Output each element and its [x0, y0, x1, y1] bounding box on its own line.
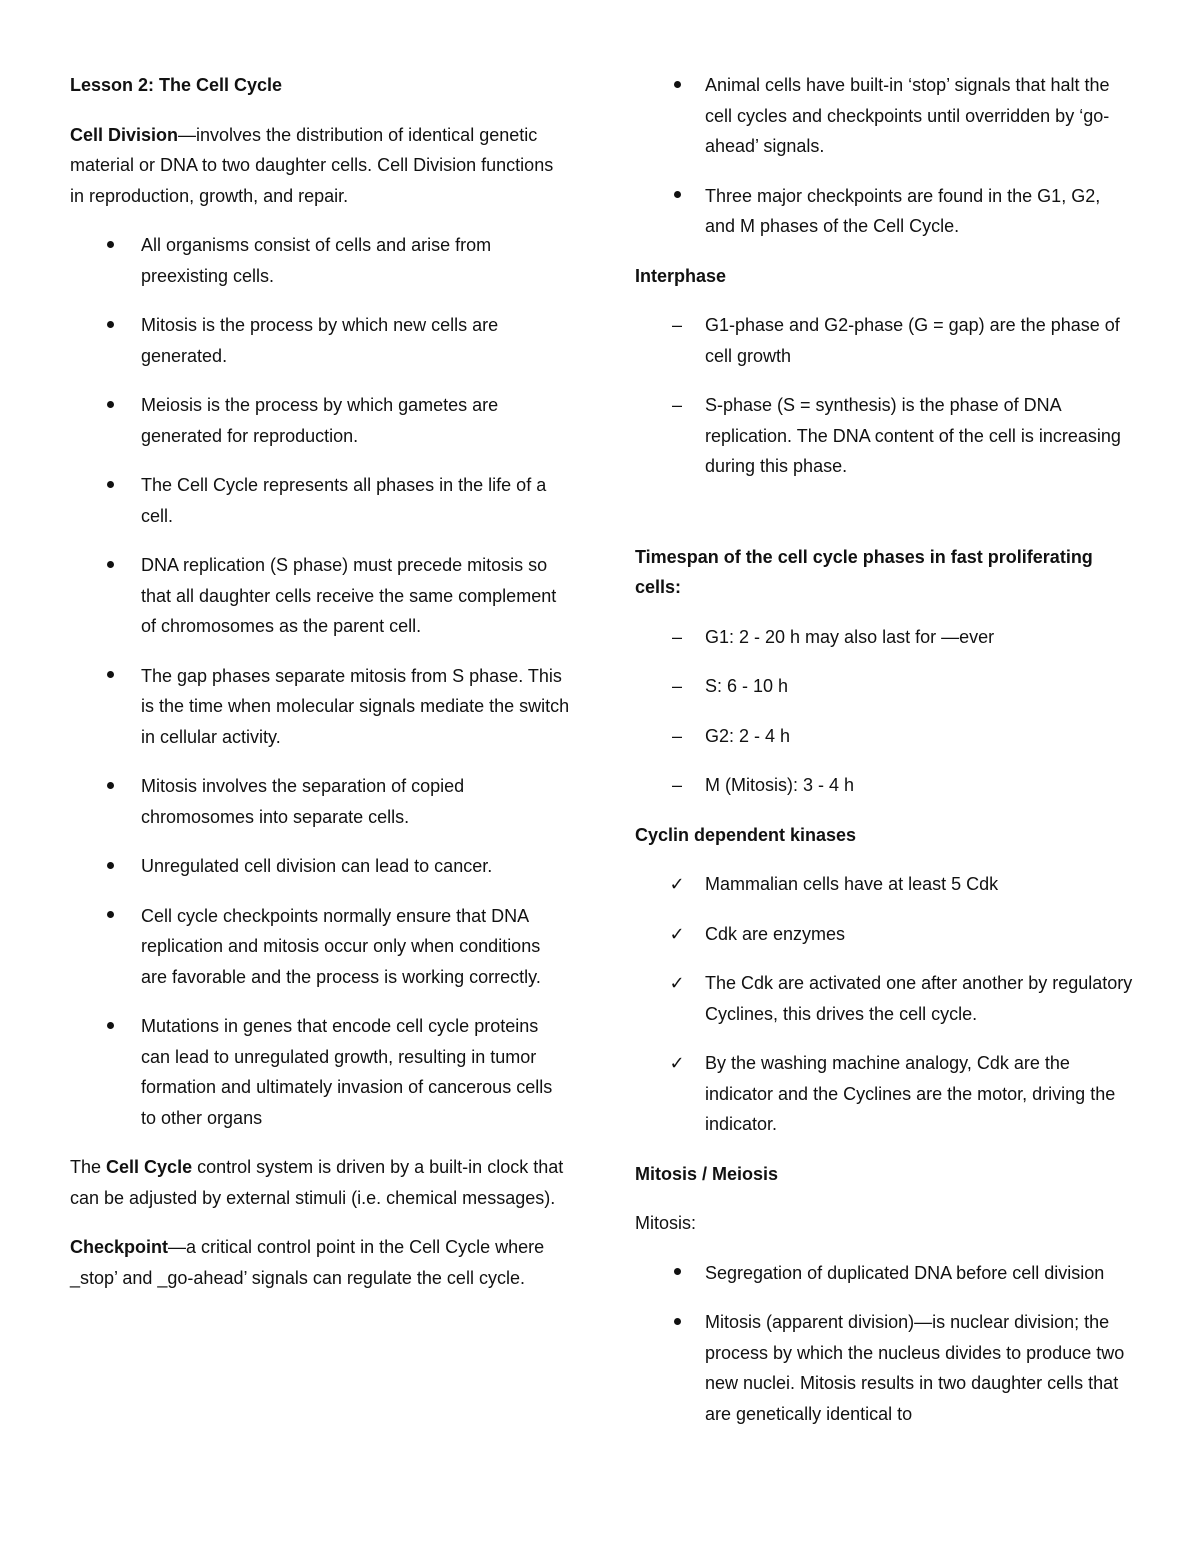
bullet-icon [667, 70, 687, 101]
list-item [635, 622, 1135, 653]
right-column [635, 70, 1135, 1448]
list-item-text: G1-phase and G2-phase (G = gap) are the phase of cell growth [705, 315, 1120, 366]
bullet-icon [100, 1011, 120, 1042]
dash-icon [667, 390, 687, 421]
checkmark-icon [667, 869, 687, 900]
dash-icon [667, 622, 687, 653]
list-item [70, 851, 570, 882]
cdk-list [635, 869, 1135, 1140]
control-pre: The [70, 1157, 107, 1177]
bullet-icon [100, 230, 120, 261]
list-item-text: Mitosis (apparent division)—is nuclear division; the process by which the nucleus divides to produce two new nuclei. Mitosis results in two daughter cells that are genetically identical to [705, 1312, 1125, 1424]
list-item-text: Meiosis is the process by which gametes are generated for reproduction. [141, 395, 499, 446]
dash-icon [667, 770, 687, 801]
bullet-icon [667, 1258, 687, 1289]
list-item [70, 230, 570, 291]
list-item [70, 310, 570, 371]
interphase-heading: Interphase [635, 265, 727, 286]
bullet-icon [100, 470, 120, 501]
control-post: control system is driven by a built-in clock that can be adjusted by external stimuli (i.e. chemical messages). [70, 1157, 564, 1208]
bullet-icon [667, 1307, 687, 1338]
dash-icon [667, 310, 687, 341]
list-item-text: M (Mitosis): 3 - 4 h [705, 775, 855, 795]
list-item-text: By the washing machine analogy, Cdk are the indicator and the Cyclines are the motor, driving the indicator. [705, 1053, 1116, 1134]
list-item [635, 1258, 1135, 1289]
bullet-icon [100, 901, 120, 932]
list-item-text: Cell cycle checkpoints normally ensure that DNA replication and mitosis occur only when conditions are favorable and the process is working correctly. [141, 905, 541, 987]
cell-division-paragraph [70, 120, 570, 212]
list-item [70, 661, 570, 753]
mitosis-list [635, 1258, 1135, 1430]
list-item-text: Mitosis is the process by which new cells are generated. [141, 315, 499, 366]
control-system-paragraph [70, 1152, 570, 1213]
list-item [635, 671, 1135, 702]
mitosis-meiosis-heading: Mitosis / Meiosis [635, 1163, 779, 1184]
list-item-text: S-phase (S = synthesis) is the phase of DNA replication. The DNA content of the cell is increasing during this phase. [705, 395, 1121, 476]
list-item-text: Cdk are enzymes [705, 923, 846, 944]
dash-icon [667, 671, 687, 702]
checkmark-icon [667, 919, 687, 950]
list-item-text: Mammalian cells have at least 5 Cdk [705, 874, 999, 894]
bullet-icon [100, 310, 120, 341]
cell-facts-list [70, 230, 570, 1133]
list-item [70, 470, 570, 531]
lesson-title: Lesson 2: The Cell Cycle [70, 75, 283, 95]
bullet-icon [667, 181, 687, 212]
list-item-text: Mutations in genes that encode cell cycle proteins can lead to unregulated growth, resulting in tumor formation and ultimately invasion of cancerous cells to other organs [141, 1016, 553, 1128]
list-item [70, 390, 570, 451]
mitosis-subheading: Mitosis: [635, 1213, 697, 1233]
list-item-text: DNA replication (S phase) must precede mitosis so that all daughter cells receive the same complement of chromosomes as the parent cell. [141, 555, 557, 636]
list-item [635, 1307, 1135, 1429]
bullet-icon [100, 550, 120, 581]
list-item-text: All organisms consist of cells and arise from preexisting cells. [141, 235, 492, 286]
checkpoint-term: Checkpoint [70, 1237, 169, 1257]
control-term: Cell Cycle [106, 1157, 193, 1177]
list-item-text: The Cdk are activated one after another by regulatory Cyclines, this drives the cell cycle. [705, 973, 1133, 1024]
list-item [635, 70, 1135, 162]
list-item-text: Animal cells have built-in ‘stop’ signals that halt the cell cycles and checkpoints until overridden by ‘go-ahead’ signals. [705, 75, 1110, 156]
list-item-text: The gap phases separate mitosis from S phase. This is the time when molecular signals mediate the switch in cellular activity. [141, 665, 570, 747]
list-item-text: G1: 2 - 20 h may also last for —ever [705, 626, 995, 647]
list-item [635, 390, 1135, 482]
bullet-icon [100, 851, 120, 882]
interphase-list [635, 310, 1135, 482]
checkpoint-paragraph [70, 1232, 570, 1293]
left-column [70, 70, 570, 1312]
checkmark-icon [667, 1048, 687, 1079]
list-item [70, 1011, 570, 1133]
list-item [635, 1048, 1135, 1140]
list-item-text: Mitosis involves the separation of copied chromosomes into separate cells. [141, 776, 465, 827]
list-item-text: Unregulated cell division can lead to cancer. [141, 856, 493, 876]
list-item [635, 181, 1135, 242]
cell-division-term: Cell Division [70, 124, 179, 145]
list-item [635, 310, 1135, 371]
cell-division-definition: —involves the distribution of identical genetic material or DNA to two daughter cells. Cell Division functions in reproduction, growth, and repair. [70, 124, 554, 206]
list-item [635, 919, 1135, 950]
dash-icon [667, 721, 687, 752]
list-item [70, 771, 570, 832]
timespan-list [635, 622, 1135, 801]
list-item-text: Three major checkpoints are found in the G1, G2, and M phases of the Cell Cycle. [705, 185, 1101, 236]
bullet-icon [100, 390, 120, 421]
bullet-icon [100, 771, 120, 802]
checkpoint-signals-list [635, 70, 1135, 242]
bullet-icon [100, 661, 120, 692]
list-item-text: The Cell Cycle represents all phases in the life of a cell. [141, 475, 547, 526]
list-item [70, 901, 570, 993]
list-item [635, 770, 1135, 801]
list-item [70, 550, 570, 642]
list-item [635, 968, 1135, 1029]
checkmark-icon [667, 968, 687, 999]
timespan-heading: Timespan of the cell cycle phases in fast proliferating cells: [635, 546, 1093, 597]
list-item-text: Segregation of duplicated DNA before cell division [705, 1262, 1105, 1283]
list-item [635, 869, 1135, 900]
list-item [635, 721, 1135, 752]
cdk-heading: Cyclin dependent kinases [635, 824, 857, 845]
checkpoint-definition: —a critical control point in the Cell Cycle where _stop’ and _go-ahead’ signals can regulate the cell cycle. [70, 1237, 545, 1288]
list-item-text: G2: 2 - 4 h [705, 725, 791, 746]
list-item-text: S: 6 - 10 h [705, 676, 789, 696]
